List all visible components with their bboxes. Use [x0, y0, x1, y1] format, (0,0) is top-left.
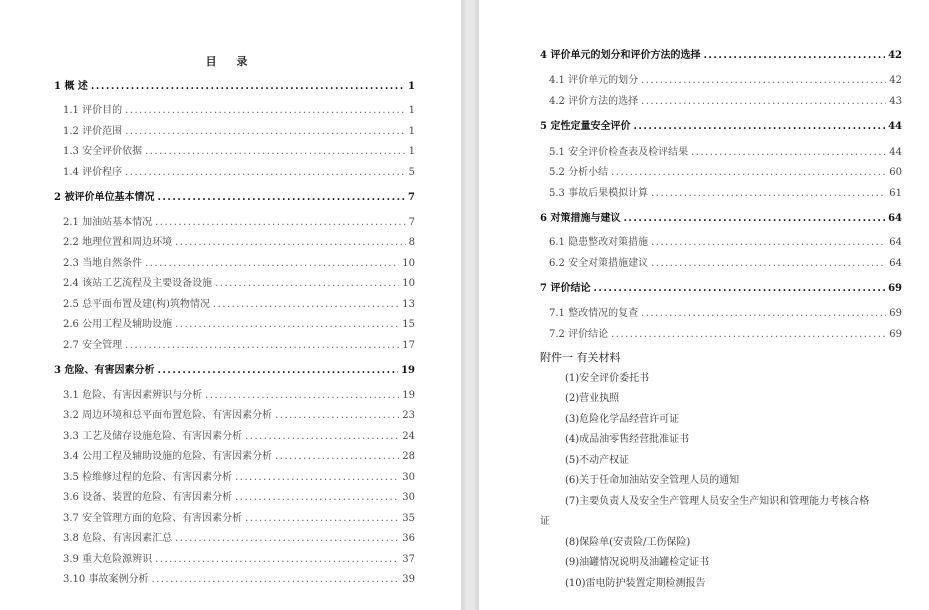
toc-leader-dots [157, 191, 405, 205]
toc-leader-dots [641, 74, 886, 88]
toc-section-entry[interactable] [63, 430, 415, 444]
toc-entry-label: 1.4 评价程序 [63, 167, 123, 178]
toc-leader-dots [651, 236, 886, 250]
toc-page-number: 24 [402, 431, 415, 442]
toc-section-entry[interactable] [63, 450, 415, 464]
toc-entry-label: 2.5 总平面布置及建(构)筑物情况 [63, 299, 210, 310]
toc-leader-dots [145, 257, 399, 271]
toc-page-number: 42 [888, 50, 902, 61]
toc-page-number: 1 [408, 105, 415, 116]
toc-chapter-entry[interactable] [54, 364, 415, 378]
toc-page-number: 60 [889, 167, 902, 178]
toc-title: 目 录 [205, 55, 256, 68]
toc-section-entry[interactable] [549, 328, 902, 342]
toc-leader-dots [125, 104, 406, 118]
toc-leader-dots [175, 318, 399, 332]
toc-entry-label: 5.2 分析小结 [549, 167, 609, 178]
toc-entry-label: 3 危险、有害因素分析 [54, 365, 155, 376]
annex-item: (1)安全评价委托书 [565, 373, 650, 384]
toc-section-entry[interactable] [63, 145, 415, 159]
annex-item-continuation: 证 [540, 516, 550, 527]
toc-leader-dots [155, 216, 406, 230]
toc-page-number: 30 [402, 492, 415, 503]
toc-section-entry[interactable] [63, 166, 415, 180]
toc-page-number: 69 [889, 308, 902, 319]
toc-entry-label: 7 评价结论 [540, 283, 591, 294]
toc-section-entry[interactable] [63, 409, 415, 423]
annex-item: (2)营业执照 [565, 393, 620, 404]
toc-leader-dots [611, 328, 886, 342]
toc-leader-dots [641, 95, 886, 109]
toc-section-entry[interactable] [549, 257, 902, 271]
toc-entry-label: 5.3 事故后果模拟计算 [549, 188, 649, 199]
toc-page-number: 37 [402, 554, 415, 565]
toc-chapter-entry[interactable] [540, 212, 902, 226]
toc-page-number: 19 [402, 390, 415, 401]
toc-section-entry[interactable] [63, 553, 415, 567]
toc-chapter-entry[interactable] [540, 49, 902, 63]
toc-entry-label: 6 对策措施与建议 [540, 213, 621, 224]
toc-page-number: 10 [402, 258, 415, 269]
toc-page-number: 1 [408, 126, 415, 137]
toc-leader-dots [691, 146, 886, 160]
toc-page-number: 8 [408, 237, 415, 248]
toc-entry-label: 3.2 周边环境和总平面布置危险、有害因素分析 [63, 410, 273, 421]
annex-item: (8)保险单(安责险/工伤保险) [565, 537, 691, 548]
toc-page-number: 28 [402, 451, 415, 462]
toc-leader-dots [213, 298, 399, 312]
toc-leader-dots [125, 339, 399, 353]
toc-section-entry[interactable] [63, 257, 415, 271]
annex-item: (4)成品油零售经营批准证书 [565, 434, 690, 445]
toc-section-entry[interactable] [63, 318, 415, 332]
toc-chapter-entry[interactable] [54, 191, 415, 205]
toc-entry-label: 3.3 工艺及储存设施危险、有害因素分析 [63, 431, 243, 442]
toc-entry-label: 4.1 评价单元的划分 [549, 75, 639, 86]
toc-page-number: 19 [401, 365, 415, 376]
toc-leader-dots [175, 236, 406, 250]
toc-entry-label: 2.3 当地自然条件 [63, 258, 143, 269]
toc-leader-dots [175, 532, 399, 546]
toc-entry-label: 7.1 整改情况的复查 [549, 308, 639, 319]
toc-section-entry[interactable] [549, 236, 902, 250]
left-page [0, 0, 461, 610]
toc-page-number: 7 [408, 217, 415, 228]
toc-leader-dots [623, 212, 885, 226]
toc-entry-label: 3.10 事故案例分析 [63, 574, 149, 585]
toc-leader-dots [641, 307, 886, 321]
toc-leader-dots [651, 187, 886, 201]
toc-section-entry[interactable] [63, 389, 415, 403]
toc-page-number: 1 [408, 81, 415, 92]
toc-page-number: 64 [889, 258, 902, 269]
toc-entry-label: 3.1 危险、有害因素辨识与分析 [63, 390, 203, 401]
toc-section-entry[interactable] [549, 74, 902, 88]
toc-page-number: 64 [889, 237, 902, 248]
toc-entry-label: 4.2 评价方法的选择 [549, 96, 639, 107]
toc-page-number: 23 [402, 410, 415, 421]
toc-page-number: 39 [402, 574, 415, 585]
toc-page-number: 10 [402, 278, 415, 289]
toc-leader-dots [205, 389, 399, 403]
toc-page-number: 36 [402, 533, 415, 544]
annex-item: (3)危险化学品经营许可证 [565, 414, 680, 425]
toc-entry-label: 1.2 评价范围 [63, 126, 123, 137]
toc-page-number: 44 [889, 147, 902, 158]
toc-section-entry[interactable] [63, 339, 415, 353]
toc-leader-dots [633, 120, 885, 134]
toc-leader-dots [611, 166, 886, 180]
toc-section-entry[interactable] [549, 95, 902, 109]
toc-leader-dots [235, 471, 399, 485]
right-page [479, 0, 929, 610]
toc-page-number: 64 [888, 213, 902, 224]
toc-leader-dots [245, 512, 399, 526]
toc-section-entry[interactable] [63, 573, 415, 587]
toc-entry-label: 7.2 评价结论 [549, 329, 609, 340]
toc-section-entry[interactable] [63, 298, 415, 312]
toc-page-number: 35 [402, 513, 415, 524]
toc-entry-label: 2 被评价单位基本情况 [54, 192, 155, 203]
toc-chapter-entry[interactable] [54, 80, 415, 94]
toc-leader-dots [215, 277, 399, 291]
toc-page-number: 61 [889, 188, 902, 199]
page-gutter [461, 0, 479, 610]
annex-item: (10)雷电防护装置定期检测报告 [565, 578, 706, 589]
toc-leader-dots [235, 491, 399, 505]
toc-entry-label: 3.8 危险、有害因素汇总 [63, 533, 173, 544]
toc-page-number: 30 [402, 472, 415, 483]
toc-page-number: 44 [888, 121, 902, 132]
toc-entry-label: 1 概 述 [54, 81, 88, 92]
toc-page-number: 42 [889, 75, 902, 86]
toc-section-entry[interactable] [63, 491, 415, 505]
annex-item: (5)不动产权证 [565, 455, 630, 466]
toc-leader-dots [125, 166, 406, 180]
toc-entry-label: 1.1 评价目的 [63, 105, 123, 116]
toc-entry-label: 2.6 公用工程及辅助设施 [63, 319, 173, 330]
toc-section-entry[interactable] [63, 125, 415, 139]
toc-leader-dots [155, 553, 399, 567]
annex-item: (7)主要负责人及安全生产管理人员安全生产知识和管理能力考核合格 [565, 496, 870, 507]
toc-page-number: 69 [889, 329, 902, 340]
toc-entry-label: 3.7 安全管理方面的危险、有害因素分析 [63, 513, 243, 524]
toc-entry-label: 3.9 重大危险源辨识 [63, 554, 153, 565]
toc-section-entry[interactable] [63, 512, 415, 526]
toc-leader-dots [151, 573, 399, 587]
toc-entry-label: 3.6 设备、装置的危险、有害因素分析 [63, 492, 233, 503]
toc-leader-dots [125, 125, 406, 139]
toc-page-number: 15 [402, 319, 415, 330]
annex-heading: 附件一 有关材料 [540, 351, 621, 364]
toc-chapter-entry[interactable] [540, 120, 902, 134]
toc-entry-label: 2.1 加油站基本情况 [63, 217, 153, 228]
toc-entry-label: 2.2 地理位置和周边环境 [63, 237, 173, 248]
toc-entry-label: 4 评价单元的划分和评价方法的选择 [540, 50, 701, 61]
toc-section-entry[interactable] [63, 104, 415, 118]
toc-page-number: 5 [408, 167, 415, 178]
toc-leader-dots [245, 430, 399, 444]
toc-page-number: 1 [408, 146, 415, 157]
toc-entry-label: 5.1 安全评价检查表及检评结果 [549, 147, 689, 158]
toc-section-entry[interactable] [63, 236, 415, 250]
toc-page-number: 43 [889, 96, 902, 107]
toc-entry-label: 1.3 安全评价依据 [63, 146, 143, 157]
toc-page-number: 17 [402, 340, 415, 351]
toc-leader-dots [145, 145, 406, 159]
toc-entry-label: 6.1 隐患整改对策措施 [549, 237, 649, 248]
toc-entry-label: 2.4 该站工艺流程及主要设备设施 [63, 278, 213, 289]
toc-page-number: 7 [408, 192, 415, 203]
toc-leader-dots [275, 450, 399, 464]
toc-section-entry[interactable] [63, 216, 415, 230]
toc-section-entry[interactable] [549, 146, 902, 160]
toc-entry-label: 6.2 安全对策措施建议 [549, 258, 649, 269]
toc-page-number: 69 [888, 283, 902, 294]
toc-entry-label: 3.4 公用工程及辅助设施的危险、有害因素分析 [63, 451, 273, 462]
toc-leader-dots [593, 282, 885, 296]
toc-section-entry[interactable] [63, 471, 415, 485]
annex-item: (6)关于任命加油站安全管理人员的通知 [565, 475, 740, 486]
toc-leader-dots [703, 49, 885, 63]
toc-section-entry[interactable] [549, 187, 902, 201]
annex-item: (9)油罐情况说明及油罐检定证书 [565, 557, 710, 568]
toc-entry-label: 3.5 检维修过程的危险、有害因素分析 [63, 472, 233, 483]
toc-section-entry[interactable] [63, 277, 415, 291]
toc-section-entry[interactable] [549, 307, 902, 321]
toc-leader-dots [651, 257, 886, 271]
toc-entry-label: 2.7 安全管理 [63, 340, 123, 351]
toc-section-entry[interactable] [63, 532, 415, 546]
toc-section-entry[interactable] [549, 166, 902, 180]
toc-chapter-entry[interactable] [540, 282, 902, 296]
toc-leader-dots [91, 80, 405, 94]
toc-leader-dots [157, 364, 398, 378]
toc-entry-label: 5 定性定量安全评价 [540, 121, 631, 132]
toc-leader-dots [275, 409, 399, 423]
toc-page-number: 13 [402, 299, 415, 310]
